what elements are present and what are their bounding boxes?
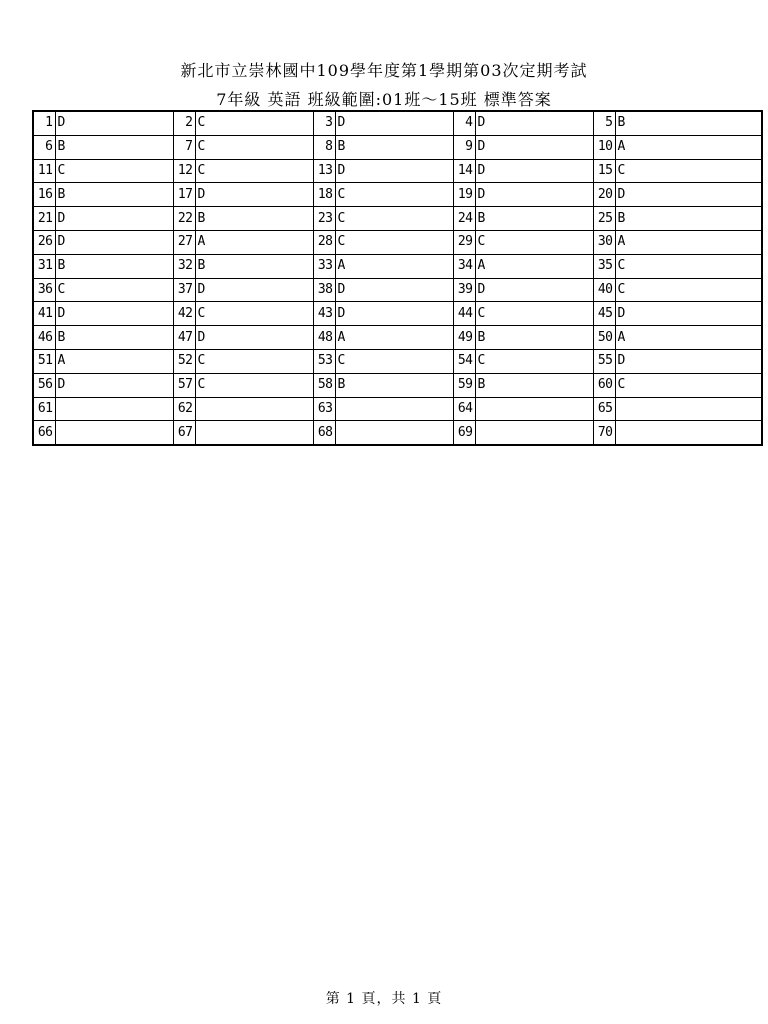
question-number: 40 xyxy=(593,278,615,302)
question-number: 30 xyxy=(593,230,615,254)
question-number: 66 xyxy=(33,421,55,445)
answer-cell: D xyxy=(615,302,762,326)
answer-cell: B xyxy=(475,373,593,397)
question-number: 9 xyxy=(453,135,475,159)
answer-cell: C xyxy=(475,302,593,326)
answer-cell: C xyxy=(195,373,313,397)
answer-cell xyxy=(195,421,313,445)
question-number: 68 xyxy=(313,421,335,445)
answer-cell xyxy=(195,397,313,421)
answer-cell: C xyxy=(55,278,173,302)
answer-cell: C xyxy=(335,183,453,207)
question-number: 54 xyxy=(453,349,475,373)
answer-cell: A xyxy=(615,230,762,254)
answer-cell: D xyxy=(475,159,593,183)
question-number: 5 xyxy=(593,111,615,135)
answer-cell xyxy=(335,397,453,421)
table-row xyxy=(33,159,762,183)
answer-key-table xyxy=(32,110,763,446)
answer-cell: B xyxy=(55,254,173,278)
question-number: 47 xyxy=(173,326,195,350)
question-number: 42 xyxy=(173,302,195,326)
question-number: 58 xyxy=(313,373,335,397)
answer-cell: D xyxy=(335,159,453,183)
table-row xyxy=(33,373,762,397)
answer-cell: C xyxy=(195,349,313,373)
document-title: 新北市立崇林國中109學年度第1學期第03次定期考試 xyxy=(180,61,588,80)
question-number: 27 xyxy=(173,230,195,254)
answer-cell: C xyxy=(615,373,762,397)
question-number: 44 xyxy=(453,302,475,326)
answer-cell: A xyxy=(335,326,453,350)
answer-cell: D xyxy=(475,135,593,159)
table-row xyxy=(33,397,762,421)
question-number: 64 xyxy=(453,397,475,421)
question-number: 35 xyxy=(593,254,615,278)
answer-cell: D xyxy=(475,183,593,207)
answer-cell: A xyxy=(335,254,453,278)
question-number: 36 xyxy=(33,278,55,302)
table-row xyxy=(33,111,762,135)
question-number: 17 xyxy=(173,183,195,207)
question-number: 23 xyxy=(313,207,335,231)
answer-cell xyxy=(615,397,762,421)
question-number: 67 xyxy=(173,421,195,445)
table-row xyxy=(33,183,762,207)
question-number: 11 xyxy=(33,159,55,183)
answer-cell: D xyxy=(335,278,453,302)
question-number: 16 xyxy=(33,183,55,207)
page-footer: 第 1 頁，共 1 頁 xyxy=(325,991,443,1007)
answer-cell: C xyxy=(335,230,453,254)
answer-cell: B xyxy=(335,373,453,397)
answer-cell: D xyxy=(475,111,593,135)
question-number: 61 xyxy=(33,397,55,421)
answer-cell: A xyxy=(195,230,313,254)
answer-cell: B xyxy=(475,207,593,231)
question-number: 45 xyxy=(593,302,615,326)
answer-cell xyxy=(475,421,593,445)
answer-cell: C xyxy=(335,349,453,373)
answer-cell: A xyxy=(55,349,173,373)
table-row xyxy=(33,421,762,445)
answer-cell: B xyxy=(55,135,173,159)
answer-cell: D xyxy=(335,302,453,326)
answer-cell: D xyxy=(55,111,173,135)
question-number: 28 xyxy=(313,230,335,254)
question-number: 26 xyxy=(33,230,55,254)
table-row xyxy=(33,254,762,278)
answer-cell: D xyxy=(55,207,173,231)
answer-cell: D xyxy=(475,278,593,302)
table-row xyxy=(33,135,762,159)
question-number: 24 xyxy=(453,207,475,231)
answer-cell: D xyxy=(335,111,453,135)
answer-cell: D xyxy=(55,373,173,397)
answer-cell xyxy=(475,397,593,421)
table-row xyxy=(33,278,762,302)
question-number: 29 xyxy=(453,230,475,254)
question-number: 14 xyxy=(453,159,475,183)
question-number: 7 xyxy=(173,135,195,159)
question-number: 2 xyxy=(173,111,195,135)
question-number: 32 xyxy=(173,254,195,278)
answer-cell: B xyxy=(475,326,593,350)
question-number: 59 xyxy=(453,373,475,397)
question-number: 69 xyxy=(453,421,475,445)
question-number: 13 xyxy=(313,159,335,183)
answer-cell: B xyxy=(195,207,313,231)
answer-cell: C xyxy=(615,278,762,302)
question-number: 48 xyxy=(313,326,335,350)
question-number: 52 xyxy=(173,349,195,373)
answer-cell: D xyxy=(615,349,762,373)
answer-cell: C xyxy=(475,349,593,373)
answer-cell: A xyxy=(615,326,762,350)
answer-cell: B xyxy=(335,135,453,159)
question-number: 20 xyxy=(593,183,615,207)
answer-cell: C xyxy=(335,207,453,231)
question-number: 10 xyxy=(593,135,615,159)
question-number: 19 xyxy=(453,183,475,207)
question-number: 12 xyxy=(173,159,195,183)
question-number: 3 xyxy=(313,111,335,135)
answer-cell: D xyxy=(55,302,173,326)
question-number: 56 xyxy=(33,373,55,397)
question-number: 15 xyxy=(593,159,615,183)
question-number: 38 xyxy=(313,278,335,302)
answer-cell: C xyxy=(475,230,593,254)
question-number: 18 xyxy=(313,183,335,207)
question-number: 25 xyxy=(593,207,615,231)
answer-cell: C xyxy=(195,302,313,326)
table-row xyxy=(33,349,762,373)
table-row xyxy=(33,326,762,350)
answer-cell: D xyxy=(195,326,313,350)
answer-cell: D xyxy=(195,183,313,207)
answer-cell: A xyxy=(615,135,762,159)
question-number: 55 xyxy=(593,349,615,373)
answer-cell: C xyxy=(615,159,762,183)
answer-cell: D xyxy=(615,183,762,207)
question-number: 65 xyxy=(593,397,615,421)
question-number: 49 xyxy=(453,326,475,350)
answer-cell xyxy=(55,397,173,421)
answer-cell: D xyxy=(195,278,313,302)
question-number: 63 xyxy=(313,397,335,421)
answer-cell: C xyxy=(195,135,313,159)
question-number: 50 xyxy=(593,326,615,350)
answer-cell: C xyxy=(55,159,173,183)
answer-cell: B xyxy=(55,183,173,207)
answer-cell: B xyxy=(195,254,313,278)
question-number: 37 xyxy=(173,278,195,302)
question-number: 6 xyxy=(33,135,55,159)
answer-cell: C xyxy=(195,159,313,183)
question-number: 8 xyxy=(313,135,335,159)
answer-cell: B xyxy=(615,207,762,231)
answer-cell xyxy=(615,421,762,445)
question-number: 60 xyxy=(593,373,615,397)
answer-cell xyxy=(335,421,453,445)
question-number: 39 xyxy=(453,278,475,302)
question-number: 62 xyxy=(173,397,195,421)
document-subtitle: 7年級 英語 班級範圍:01班～15班 標準答案 xyxy=(216,90,552,109)
answer-cell: D xyxy=(55,230,173,254)
question-number: 22 xyxy=(173,207,195,231)
question-number: 4 xyxy=(453,111,475,135)
question-number: 31 xyxy=(33,254,55,278)
table-row xyxy=(33,207,762,231)
question-number: 33 xyxy=(313,254,335,278)
question-number: 51 xyxy=(33,349,55,373)
question-number: 46 xyxy=(33,326,55,350)
question-number: 57 xyxy=(173,373,195,397)
answer-cell: A xyxy=(475,254,593,278)
question-number: 1 xyxy=(33,111,55,135)
question-number: 43 xyxy=(313,302,335,326)
table-row xyxy=(33,302,762,326)
answer-cell: B xyxy=(55,326,173,350)
answer-cell: C xyxy=(195,111,313,135)
question-number: 70 xyxy=(593,421,615,445)
question-number: 21 xyxy=(33,207,55,231)
answer-cell xyxy=(55,421,173,445)
table-row xyxy=(33,230,762,254)
answer-cell: C xyxy=(615,254,762,278)
question-number: 41 xyxy=(33,302,55,326)
question-number: 34 xyxy=(453,254,475,278)
answer-cell: B xyxy=(615,111,762,135)
question-number: 53 xyxy=(313,349,335,373)
